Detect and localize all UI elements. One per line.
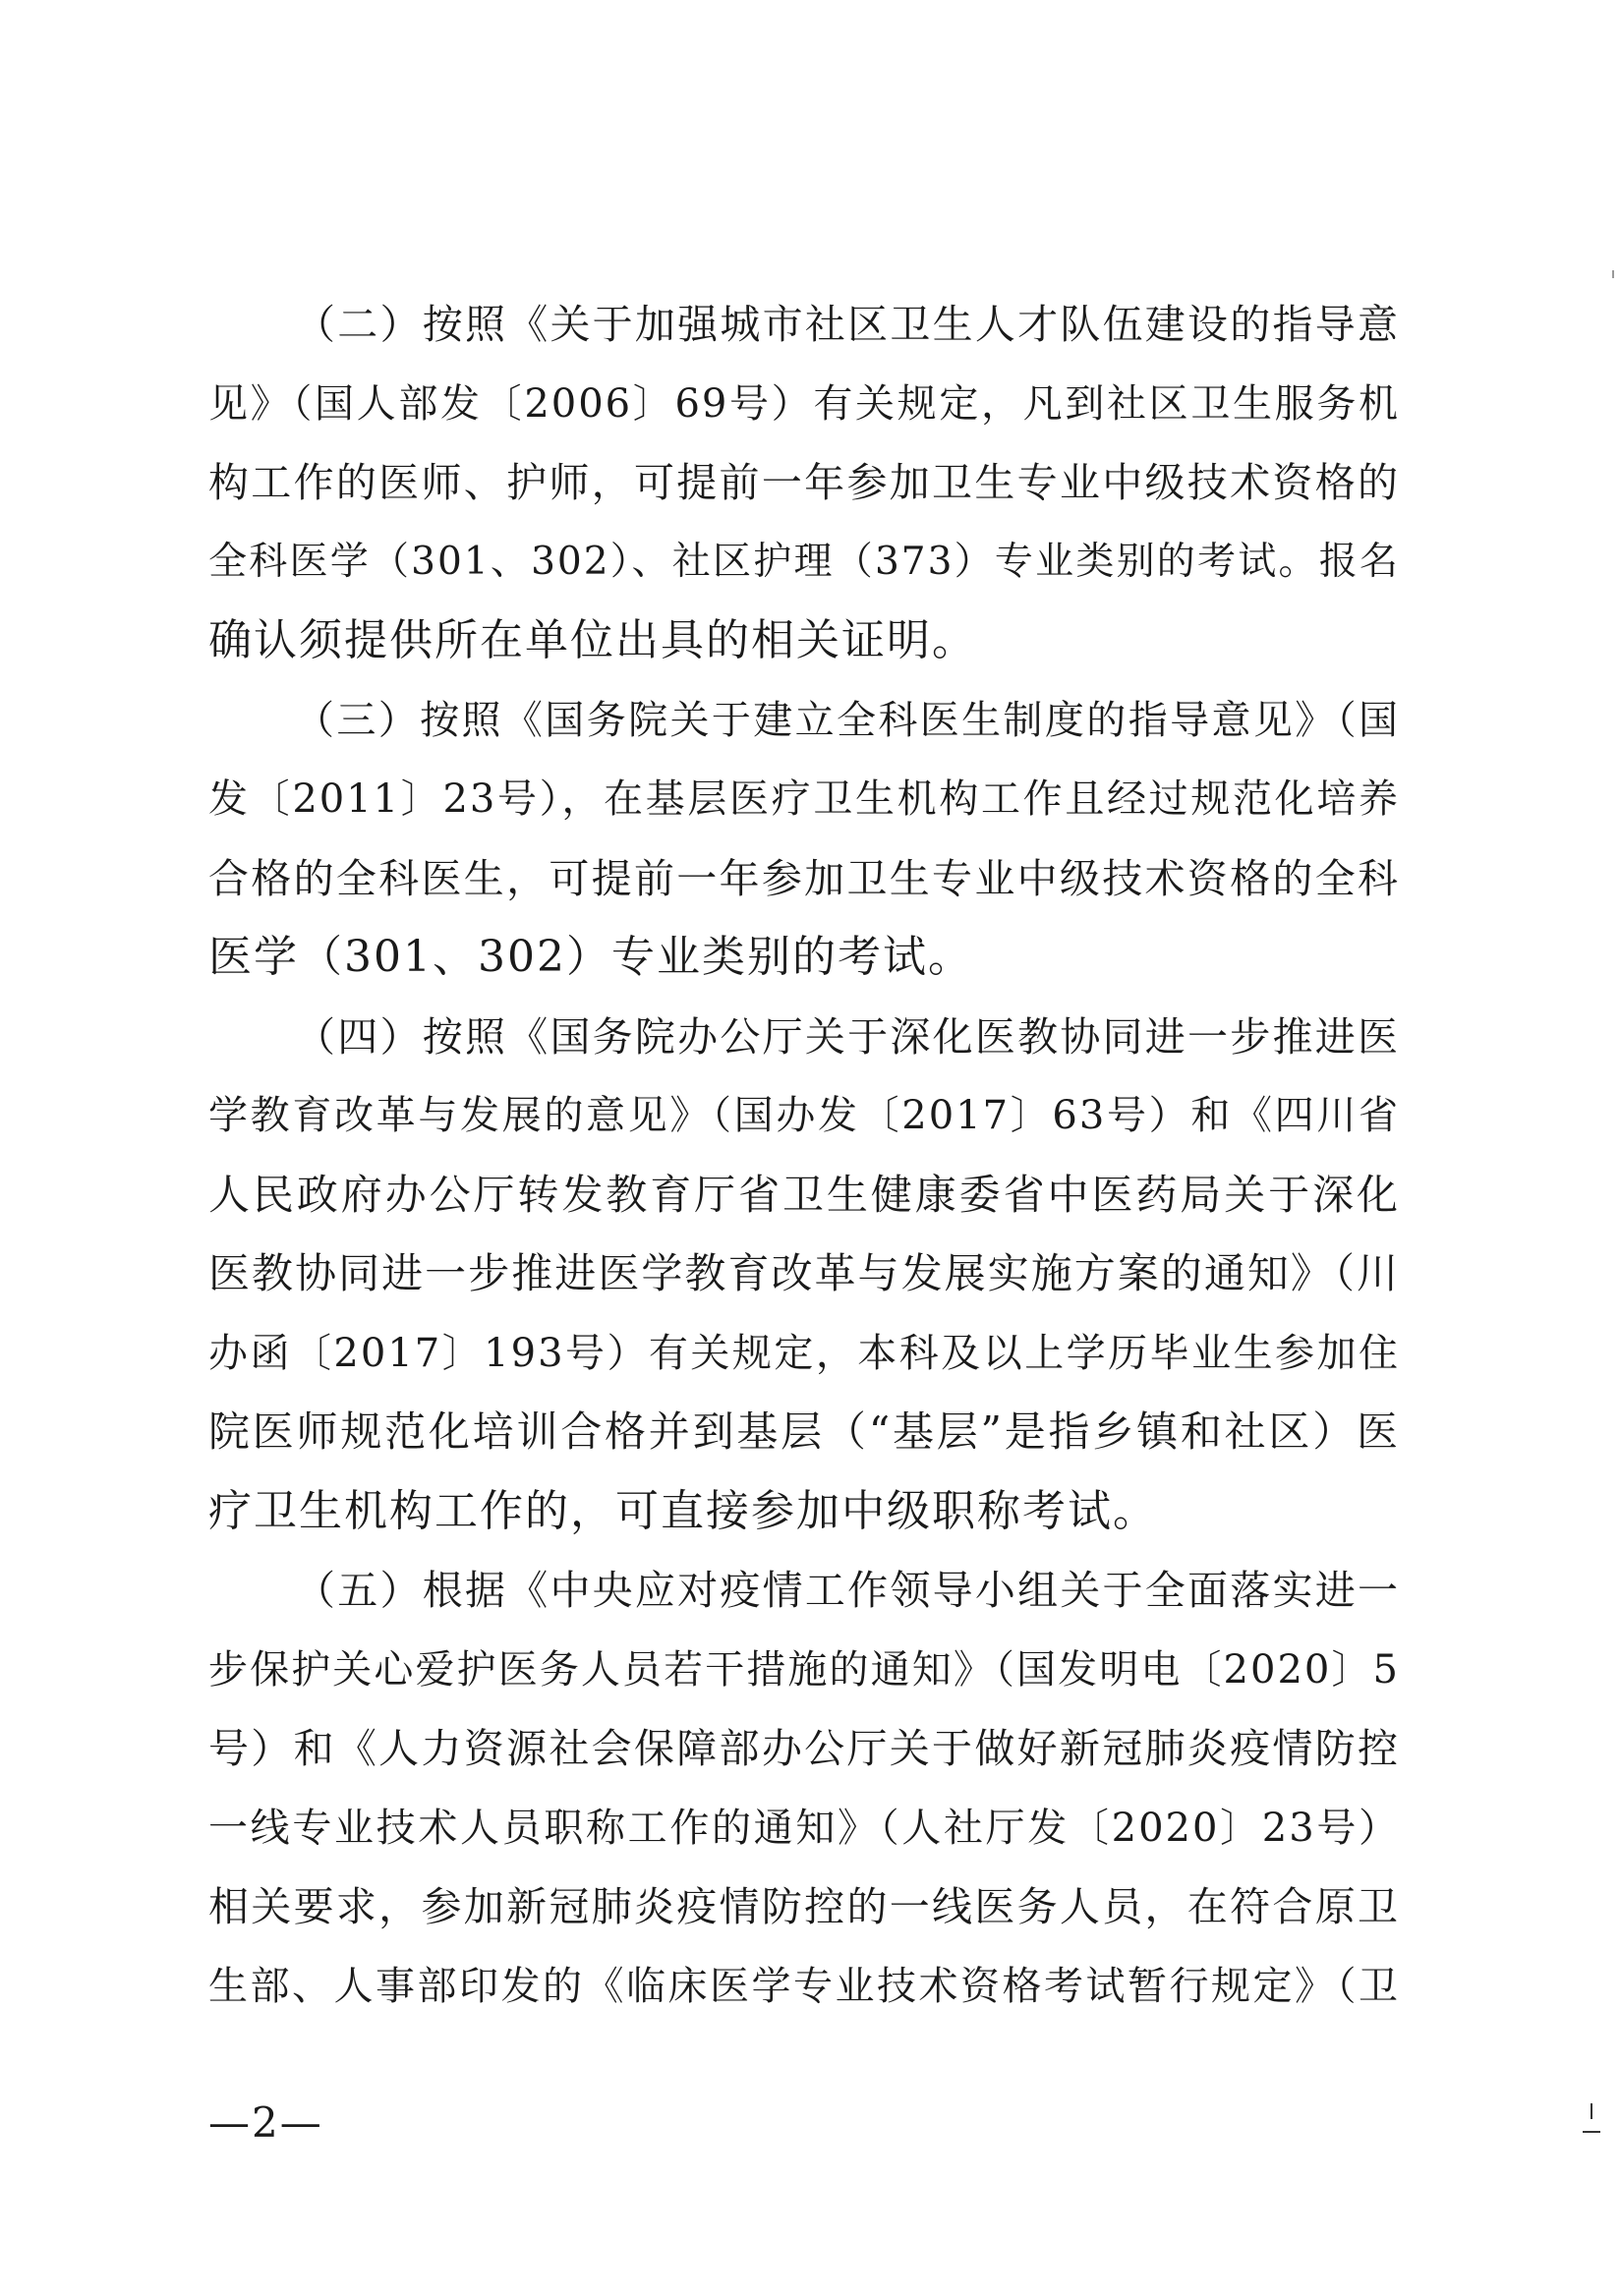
text-line: 相关要求，参加新冠肺炎疫情防控的一线医务人员，在符合原卫 [208,1883,1400,1930]
text-line: 构工作的医师、护师，可提前一年参加卫生专业中级技术资格的 [208,459,1400,506]
scan-mark [1591,2103,1592,2119]
text-line: 疗卫生机构工作的，可直接参加中级职称考试。 [208,1485,1158,1536]
scan-mark [1612,270,1614,278]
text-line: 医教协同进一步推进医学教育改革与发展实施方案的通知》（川 [208,1249,1400,1297]
paragraph-3 [208,681,1400,998]
text-line: 合格的全科医生，可提前一年参加卫生专业中级技术资格的全科 [208,854,1400,902]
text-line: （三）按照《国务院关于建立全科医生制度的指导意见》（国 [295,697,1400,743]
text-line: 生部、人事部印发的《临床医学专业技术资格考试暂行规定》（卫 [208,1963,1400,2009]
text-line: 发〔2011〕23号），在基层医疗卫生机构工作且经过规范化培养 [208,776,1400,822]
text-line: （五）根据《中央应对疫情工作领导小组关于全面落实进一 [295,1567,1400,1614]
scan-mark [1583,2131,1600,2133]
text-line: 办函〔2017〕193号）有关规定，本科及以上学历毕业生参加住 [208,1330,1400,1376]
text-line: 一线专业技术人员职称工作的通知》（人社厅发〔2020〕23号） [208,1805,1400,1851]
text-line: 见》（国人部发〔2006〕69号）有关规定，凡到社区卫生服务机 [208,380,1400,427]
text-line: 学教育改革与发展的意见》（国办发〔2017〕63号）和《四川省 [208,1093,1400,1138]
paragraph-2 [208,285,1400,681]
document-body [208,285,1400,2026]
text-line: 全科医学（301、302）、社区护理（373）专业类别的考试。报名 [208,539,1400,584]
text-line: 人民政府办公厅转发教育厅省卫生健康委省中医药局关于深化 [208,1170,1400,1219]
text-line: （四）按照《国务院办公厅关于深化医教协同进一步推进医 [295,1012,1400,1061]
text-line: 步保护关心爱护医务人员若干措施的通知》（国发明电〔2020〕5 [208,1646,1400,1693]
text-line: 确认须提供所在单位出具的相关证明。 [208,615,977,665]
text-line: （二）按照《关于加强城市社区卫生人才队伍建设的指导意 [295,301,1400,348]
paragraph-5 [208,1551,1400,2026]
paragraph-4 [208,998,1400,1552]
page-number: —2— [208,2098,323,2147]
text-line: 号）和《人力资源社会保障部办公厅关于做好新冠肺炎疫情防控 [208,1725,1400,1772]
text-line: 院医师规范化培训合格并到基层（“基层”是指乡镇和社区）医 [208,1407,1400,1456]
text-line: 医学（301、302）专业类别的考试。 [208,932,973,982]
